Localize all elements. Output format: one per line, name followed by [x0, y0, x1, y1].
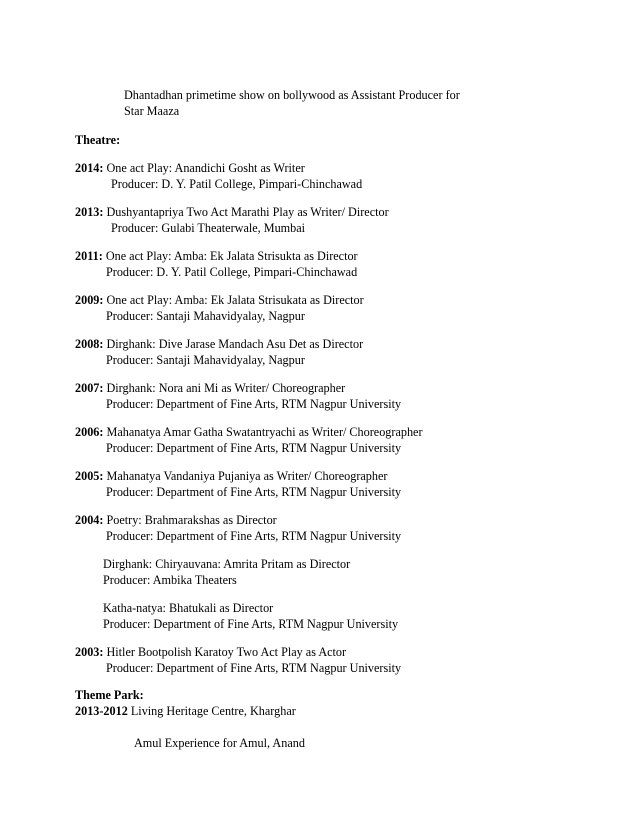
entry-title: Dushyantapriya Two Act Marathi Play as Writer/ Director [106, 205, 389, 219]
entry-2013-line-1 [75, 205, 389, 219]
sub-entry-2-producer: Producer: Department of Fine Arts, RTM Nagpur University [103, 617, 399, 631]
entry-2003-line-1 [75, 645, 346, 659]
entry-2003-producer: Producer: Department of Fine Arts, RTM Nagpur University [106, 661, 402, 675]
entry-title: Hitler Bootpolish Karatoy Two Act Play as Actor [106, 645, 347, 659]
entry-title: One act Play: Amba: Ek Jalata Strisukata as Director [106, 293, 364, 307]
entry-title: Dirghank: Nora ani Mi as Writer/ Choreographer [106, 381, 346, 395]
entry-title: Dirghank: Dive Jarase Mandach Asu Det as Director [106, 337, 364, 351]
entry-year: 2009: [75, 293, 104, 307]
theme-park-heading: Theme Park: [75, 688, 144, 702]
entry-2011-line-1 [75, 249, 358, 263]
theatre-heading: Theatre: [75, 133, 121, 147]
sub-entry-2-title: Katha-natya: Bhatukali as Director [103, 601, 274, 615]
entry-2009-producer: Producer: Santaji Mahavidyalay, Nagpur [106, 309, 305, 323]
entry-year: 2006: [75, 425, 104, 439]
entry-year: 2005: [75, 469, 104, 483]
entry-2005-line-1 [75, 469, 387, 483]
entry-2014-line-1 [75, 161, 305, 175]
entry-title: Mahanatya Vandaniya Pujaniya as Writer/ Choreographer [106, 469, 388, 483]
entry-2005-producer: Producer: Department of Fine Arts, RTM Nagpur University [106, 485, 402, 499]
entry-year: 2003: [75, 645, 104, 659]
entry-2014-producer: Producer: D. Y. Patil College, Pimpari-Chinchawad [111, 177, 363, 191]
sub-entry-1-title: Dirghank: Chiryauvana: Amrita Pritam as Director [103, 557, 351, 571]
entry-title: Poetry: Brahmarakshas as Director [106, 513, 277, 527]
entry-title: Mahanatya Amar Gatha Swatantryachi as Writer/ Choreographer [106, 425, 423, 439]
entry-2009-line-1 [75, 293, 364, 307]
entry-title: One act Play: Amba: Ek Jalata Strisukta as Director [105, 249, 358, 263]
intro-line-1: Dhantadhan primetime show on bollywood as Assistant Producer for [124, 88, 460, 102]
entry-2006-producer: Producer: Department of Fine Arts, RTM Nagpur University [106, 441, 402, 455]
entry-2008-line-1 [75, 337, 363, 351]
theme-park-entry-1 [75, 704, 296, 718]
entry-2013-producer: Producer: Gulabi Theaterwale, Mumbai [111, 221, 306, 235]
entry-2007-producer: Producer: Department of Fine Arts, RTM Nagpur University [106, 397, 402, 411]
intro-line-2: Star Maaza [124, 104, 180, 118]
theme-park-venue: Living Heritage Centre, Kharghar [130, 704, 296, 718]
entry-year: 2004: [75, 513, 104, 527]
entry-2007-line-1 [75, 381, 345, 395]
entry-2008-producer: Producer: Santaji Mahavidyalay, Nagpur [106, 353, 305, 367]
entry-year: 2007: [75, 381, 104, 395]
entry-2011-producer: Producer: D. Y. Patil College, Pimpari-Chinchawad [106, 265, 358, 279]
entry-title: One act Play: Anandichi Gosht as Writer [106, 161, 305, 175]
entry-2004-line-1 [75, 513, 277, 527]
entry-2004-producer: Producer: Department of Fine Arts, RTM Nagpur University [106, 529, 402, 543]
entry-year: 2013: [75, 205, 104, 219]
theme-park-years: 2013-2012 [75, 704, 128, 718]
entry-year: 2014: [75, 161, 104, 175]
theme-park-entry-2: Amul Experience for Amul, Anand [134, 736, 305, 750]
entry-year: 2008: [75, 337, 104, 351]
sub-entry-1-producer: Producer: Ambika Theaters [103, 573, 237, 587]
entry-year: 2011: [75, 249, 103, 263]
entry-2006-line-1 [75, 425, 423, 439]
